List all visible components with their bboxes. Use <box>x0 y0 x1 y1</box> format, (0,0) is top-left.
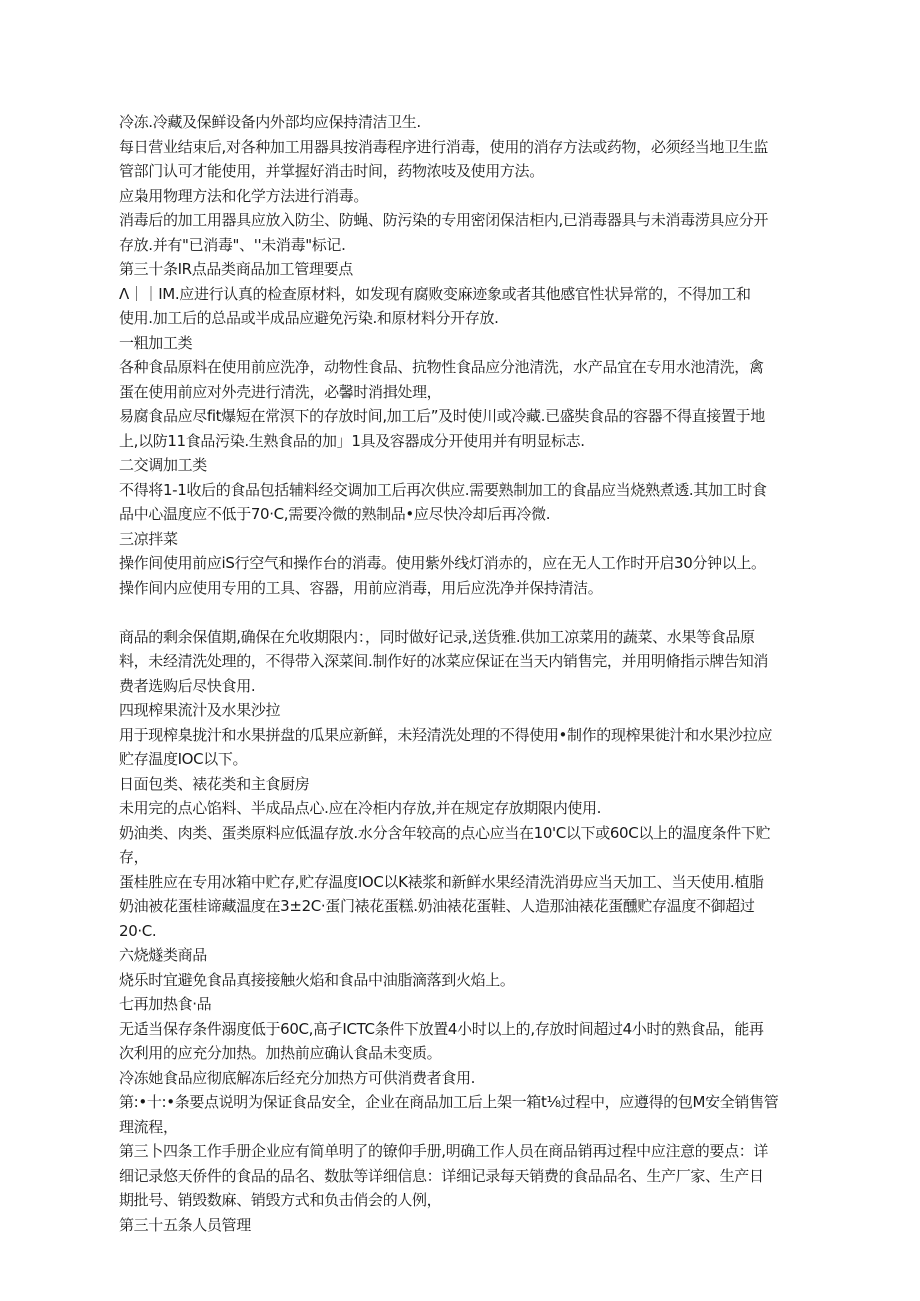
text-line: 管部门认可才能使用，并掌握好消击时间，药物浓吱及使用方法。 <box>119 162 544 180</box>
text-line: 四现榨果流汁及水果沙拉 <box>119 701 281 719</box>
text-line: 第:•十:•条要点说明为保证食品安全，企业在商品加工后上架一箱t⅛过程中，应遵得的包M安全销售管 <box>119 1093 779 1111</box>
text-line: 未用完的点心馅料、半成品点心.应在冷柜内存放,并在规定存放期限内使用. <box>119 799 602 817</box>
text-line: 不得将1-1收后的食品包括辅料经交调加工后再次供应.需要熟制加工的食晶应当烧熟煮透.其加工时食 <box>119 480 767 499</box>
text-line: 20·C. <box>119 921 157 940</box>
text-line: 存， <box>119 848 149 866</box>
text-line: 应枭用物理方法和化学方法进行消毒。 <box>119 186 369 205</box>
text-line: 用于现榨臬拢汁和水果拼盘的瓜果应新鲜，未羟清洗处理的不得使用•制作的现榨果徙汁和水果沙拉应 <box>119 725 773 744</box>
text-line: 费者选购后尽快食用. <box>119 676 256 695</box>
text-line: 操作间内应使用专用的工具、容器，用前应消毒，用后应洗净并保持清洁。 <box>119 578 603 597</box>
text-line: 细记录悠天侨件的食品的品名、数肽等详细信息：详细记录每天销费的食品品名、生产厂家、生产日 <box>119 1166 764 1185</box>
text-line: 日面包类、裱花类和主食厨房 <box>119 774 310 793</box>
text-line: 各种食品原料在使用前应洗净，动物性食品、抗物性食品应分池清洗，水产品宜在专用水池清洗，禽 <box>119 358 764 376</box>
text-line: 蛋桂胜应在专用冰箱中贮存,贮存温度IOC以K裱浆和新鲜水果经清洗消毋应当天加工、当天使用.植脂 <box>119 872 764 891</box>
text-line: 奶油被花蛋桂谛藏温度在3±2C·蛋门裱花蛋糕.奶油裱花蛋鞋、人造那油裱花蛋醺贮存温度不御超过 <box>119 897 755 915</box>
text-line: 上,以防11食品污染.生熟食品的加」1具及容器成分开使用并有明显标志. <box>119 431 585 450</box>
text-line: 蛋在使用前应对外壳进行清洗，必馨时消揖处理， <box>119 382 442 401</box>
text-line: 二交调加工类 <box>119 456 207 474</box>
text-line: 七再加热食·品 <box>119 995 212 1013</box>
text-line: 三凉拌菜 <box>119 529 178 548</box>
text-line: 商品的剩余保值期,确保在允收期限内：，同时做好记录,送货雅.供加工凉菜用的蔬菜、水果等食品原 <box>119 627 755 646</box>
text-line: 冷冻她食品应彻底解冻后经充分加热方可供消费者食用. <box>119 1068 476 1087</box>
text-line: 六烧燧类商品 <box>119 946 207 964</box>
text-line: 一粗加工类 <box>119 333 193 352</box>
text-line: 冷冻.冷藏及保鲜设备内外部均应保持清洁卫生. <box>119 113 421 131</box>
text-line: 无适当保存条件溺度低于60C,髙孑ICTC条件下放置4小时以上的,存放时间超过4小时的熟食品，能再 <box>119 1019 764 1038</box>
blank-line <box>119 600 809 625</box>
text-line: 易腐食品应尽fit爆短在常溟下的存放时间,加工后”及时使川或冷藏.已盛奘食品的容器不得直接置于地 <box>119 407 765 425</box>
text-line: 第三卜四条工作手册企业应有简单明了的镣仰手册,明确工作人员在商品销再过程中应注意的要点：详 <box>119 1142 769 1160</box>
text-line: Λ｜｜IM.应进行认真的检查原材料，如发现有腐败变麻迹象或者其他感官性状异常的，不得加工和 <box>119 284 751 303</box>
text-line: 消毒后的加工用器具应放入防尘、防蝇、防污染的专用密闭保洁柜内,已消毒器具与未消毒涝具应分开 <box>119 211 769 229</box>
text-line: 料，未经清洗处理的，不得带入深菜间.制作好的冰菜应保证在当天内销售完，并用明脩指示牌告知消 <box>119 652 769 670</box>
text-line: 次利用的应充分加热。加热前应确认食品未变质。 <box>119 1044 442 1062</box>
text-line: 烧乐时宜避免食品真接接触火焰和食品中油脂滴落到火焰上。 <box>119 970 515 989</box>
text-line: 操作间使用前应iS行空气和操作台的消毒。使用紫外线灯消赤的，应在无人工作时开启30分钟以上。 <box>119 554 766 572</box>
text-line: 品中心温度应不低于70·C,需要冷微的熟制品•应尽快冷却后再冷微. <box>119 505 551 523</box>
text-line: 每日营业结束后,对各种加工用器具按消毒程序进行消毒，使用的消存方法或药物，必须经当地卫生监 <box>119 137 769 156</box>
text-line: 使用.加工后的总品或半成品应避免污染.和原材料分开存放. <box>119 309 499 327</box>
text-line: 贮存温度IOC以下。 <box>119 750 248 768</box>
text-line: 第三十条IR点品类商品加工管理要点 <box>119 260 353 278</box>
text-line: 理流程， <box>119 1117 178 1136</box>
text-line: 奶油类、肉类、蛋类原料应低温存放.水分含年较高的点心应当在10'C以下或60C以上的温度条件下贮 <box>119 823 771 842</box>
document-page <box>119 110 809 1237</box>
text-line: 存放.并有"已消毒"、''未消毒"标记. <box>119 235 346 254</box>
text-line: 期批号、销毁数麻、销毁方式和负击俏会的人例， <box>119 1191 442 1209</box>
text-line: 第三十五条人员管理 <box>119 1215 251 1234</box>
